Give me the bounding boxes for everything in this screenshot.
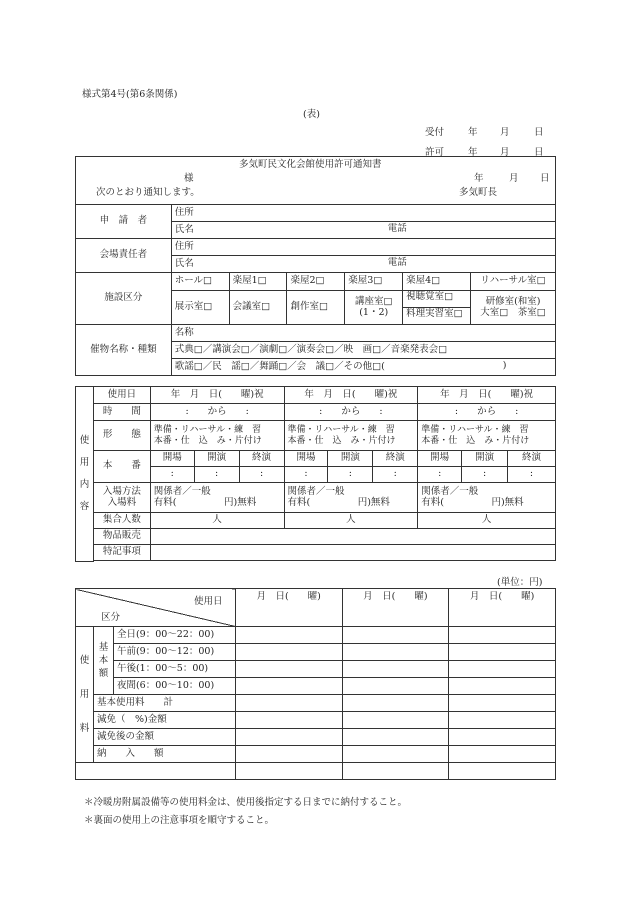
- main-end-3: 終演: [508, 451, 556, 467]
- fees-cell[interactable]: [235, 644, 342, 661]
- facility-lecture[interactable]: [345, 291, 403, 325]
- unit-note: (単位：円): [497, 577, 543, 588]
- fees-cell[interactable]: [342, 729, 449, 746]
- main-start-time-2[interactable]: :: [328, 467, 373, 483]
- fees-row-night: 夜間(6：00〜10：00): [113, 678, 235, 695]
- main-start-1: 開演: [194, 451, 239, 467]
- fees-row-total: 基本使用料 計: [93, 695, 235, 712]
- manager-address[interactable]: 住所: [171, 239, 555, 256]
- usage-time-1[interactable]: : から :: [150, 404, 284, 421]
- receipt-month: 月: [500, 127, 510, 138]
- main-end-2: 終演: [373, 451, 418, 467]
- fees-cell[interactable]: [235, 695, 342, 712]
- fees-cell[interactable]: [235, 712, 342, 729]
- facility-training-label: 研修室(和室): [485, 295, 541, 307]
- fees-cell[interactable]: [449, 746, 556, 763]
- fees-row-morning: 午前(9：00〜12：00): [113, 644, 235, 661]
- fees-cell[interactable]: [342, 746, 449, 763]
- notice-title: 多気町民文化会館使用許可通知書: [239, 159, 382, 170]
- main-end-time-1[interactable]: :: [239, 467, 284, 483]
- fees-row-after-discount: 減免後の金額: [93, 729, 235, 746]
- usage-date-label: 使用日: [93, 387, 150, 404]
- usage-form-label: 形 態: [93, 421, 150, 451]
- usage-crowd-1[interactable]: 人: [150, 513, 284, 529]
- usage-sales-value[interactable]: [150, 529, 555, 545]
- main-start-time-3[interactable]: :: [462, 467, 508, 483]
- facility-exhibition[interactable]: 展示室□: [171, 291, 229, 325]
- fees-cell[interactable]: [342, 644, 449, 661]
- main-open-1: 開場: [150, 451, 194, 467]
- facility-lecture-sub: (1・2): [359, 306, 389, 318]
- fees-cell[interactable]: [342, 661, 449, 678]
- applicant-phone-label: 電話: [387, 223, 407, 234]
- permit-month: 月: [500, 147, 510, 158]
- usage-main-label: 本 番: [93, 451, 150, 483]
- fees-cell[interactable]: [342, 678, 449, 695]
- facility-dressing-4[interactable]: 楽屋4□: [403, 273, 471, 291]
- facility-cooking[interactable]: 料理実習室□: [406, 308, 463, 319]
- usage-time-2[interactable]: : から :: [284, 404, 418, 421]
- usage-spacer: [93, 561, 555, 562]
- permit-label: 許可: [425, 147, 445, 158]
- fees-cell[interactable]: [235, 627, 342, 644]
- fees-date-3[interactable]: 月 日( 曜): [449, 589, 556, 627]
- main-start-2: 開演: [328, 451, 373, 467]
- facility-dressing-1[interactable]: 楽屋1□: [229, 273, 287, 291]
- event-label: 催物名称・種類: [76, 325, 172, 376]
- footnote-2: ＊裏面の使用上の注意事項を順守すること。: [84, 815, 275, 826]
- receipt-day: 日: [534, 127, 544, 138]
- manager-label: 会場責任者: [76, 239, 172, 273]
- usage-form-3[interactable]: 準備・リハーサル・練 習 本番・仕 込 み・片付け: [418, 421, 556, 451]
- facility-meeting[interactable]: 会議室□: [229, 291, 287, 325]
- main-open-time-2[interactable]: :: [284, 467, 328, 483]
- fees-cell[interactable]: [449, 695, 556, 712]
- facility-av-cooking: [403, 291, 471, 325]
- usage-notes-label: 特記事項: [93, 545, 150, 561]
- facility-label: 施設区分: [76, 273, 172, 325]
- fees-header-date: 使用日: [194, 596, 223, 607]
- fees-row-discount: 減免（ %)金額: [93, 712, 235, 729]
- side-label: (表): [303, 109, 320, 120]
- applicant-label: 申 請 者: [76, 205, 172, 239]
- main-open-time-3[interactable]: :: [418, 467, 462, 483]
- notice-month: 月: [509, 173, 519, 184]
- usage-date-2[interactable]: 年 月 日( 曜)祝: [284, 387, 418, 404]
- fees-cell[interactable]: [342, 763, 449, 780]
- fees-cell[interactable]: [235, 763, 342, 780]
- main-end-1: 終演: [239, 451, 284, 467]
- fees-cell[interactable]: [235, 729, 342, 746]
- facility-rehearsal[interactable]: リハーサル室□: [471, 273, 556, 291]
- facility-creation[interactable]: 創作室□: [287, 291, 345, 325]
- usage-date-1[interactable]: 年 月 日( 曜)祝: [150, 387, 284, 404]
- fees-header-category: 区分: [101, 612, 121, 623]
- usage-date-3[interactable]: 年 月 日( 曜)祝: [418, 387, 556, 404]
- event-types-2-text: 歌謡□／民 謡□／舞踊□／会 議□／その他□(: [174, 360, 385, 372]
- event-name[interactable]: 名称: [171, 325, 555, 342]
- fees-cell[interactable]: [449, 729, 556, 746]
- facility-dressing-3[interactable]: 楽屋3□: [345, 273, 403, 291]
- fees-cell[interactable]: [342, 695, 449, 712]
- permit-year: 年: [468, 147, 478, 158]
- fees-cell[interactable]: [449, 678, 556, 695]
- facility-audiovisual[interactable]: 視聴覚室□: [403, 291, 470, 308]
- main-open-time-1[interactable]: :: [150, 467, 194, 483]
- fees-row-afternoon: 午後(1：00〜5：00): [113, 661, 235, 678]
- main-open-2: 開場: [284, 451, 328, 467]
- main-start-3: 開演: [462, 451, 508, 467]
- notice-body: 次のとおり通知します。: [96, 187, 200, 198]
- fees-date-1[interactable]: 月 日( 曜): [235, 589, 342, 627]
- usage-notes-value[interactable]: [150, 545, 555, 561]
- usage-crowd-label: 集合人数: [93, 513, 150, 529]
- usage-time-3[interactable]: : から :: [418, 404, 556, 421]
- manager-name[interactable]: [171, 256, 555, 273]
- applicant-name-label: 氏名: [174, 223, 194, 235]
- fees-row-full-day: 全日(9：00〜22：00): [113, 627, 235, 644]
- permit-day: 日: [534, 147, 544, 158]
- usage-entry-label: 入場方法 入場料: [93, 483, 150, 513]
- receipt-year: 年: [468, 127, 478, 138]
- notice-addressee: 様: [184, 173, 194, 184]
- usage-content-table: [75, 386, 556, 562]
- fees-cell[interactable]: [449, 712, 556, 729]
- fees-cell[interactable]: [235, 661, 342, 678]
- main-end-time-2[interactable]: :: [373, 467, 418, 483]
- fees-table: [75, 588, 556, 780]
- usage-side-label: 使 用 内 容: [76, 387, 94, 562]
- facility-training[interactable]: [471, 291, 556, 325]
- notice-year: 年: [474, 173, 484, 184]
- fees-cell[interactable]: [342, 712, 449, 729]
- notice-header: [76, 157, 556, 205]
- fees-cell[interactable]: [235, 746, 342, 763]
- fees-base-label: 基 本 額: [93, 627, 113, 695]
- notice-issuer: 多気町長: [459, 187, 498, 198]
- facility-training-sub: 大室□ 茶室□: [480, 306, 546, 318]
- applicant-name[interactable]: [171, 222, 555, 239]
- manager-name-label: 氏名: [174, 257, 194, 269]
- usage-form-2[interactable]: 準備・リハーサル・練 習 本番・仕 込 み・片付け: [284, 421, 418, 451]
- fees-cell[interactable]: [449, 644, 556, 661]
- facility-hall[interactable]: ホール□: [171, 273, 229, 291]
- fees-cell[interactable]: [235, 678, 342, 695]
- usage-permit-form: [75, 156, 556, 376]
- fees-cell[interactable]: [342, 627, 449, 644]
- fees-cell[interactable]: [449, 661, 556, 678]
- event-types-2[interactable]: [171, 359, 555, 376]
- receipt-label: 受付: [425, 127, 445, 138]
- usage-entry-3[interactable]: 関係者／一般 有料( 円)無料: [418, 483, 556, 513]
- fees-cell[interactable]: [449, 627, 556, 644]
- fees-row-payment: 納 入 額: [93, 746, 235, 763]
- applicant-address[interactable]: 住所: [171, 205, 555, 222]
- facility-lecture-label: 講座室□: [354, 295, 393, 307]
- form-number: 様式第4号(第6条関係): [82, 89, 178, 100]
- event-types-2-close: ): [502, 360, 507, 371]
- manager-phone-label: 電話: [387, 257, 407, 268]
- facility-dressing-2[interactable]: 楽屋2□: [287, 273, 345, 291]
- usage-crowd-3[interactable]: 人: [418, 513, 556, 529]
- main-open-3: 開場: [418, 451, 462, 467]
- usage-entry-2[interactable]: 関係者／一般 有料( 円)無料: [284, 483, 418, 513]
- main-end-time-3[interactable]: :: [508, 467, 556, 483]
- usage-sales-label: 物品販売: [93, 529, 150, 545]
- usage-crowd-2[interactable]: 人: [284, 513, 418, 529]
- fees-date-2[interactable]: 月 日( 曜): [342, 589, 449, 627]
- usage-form-1[interactable]: 準備・リハーサル・練 習 本番・仕 込 み・片付け: [150, 421, 284, 451]
- event-types-1[interactable]: 式典□／講演会□／演劇□／演奏会□／映 画□／音楽発表会□: [171, 342, 555, 359]
- main-start-time-1[interactable]: :: [194, 467, 239, 483]
- fees-cell[interactable]: [449, 763, 556, 780]
- fees-row-blank: [76, 763, 236, 780]
- fees-header-corner: [76, 589, 236, 627]
- fees-side-label: 使 用 料: [76, 627, 94, 763]
- footnote-1: ＊冷暖房附属設備等の使用料金は、使用後指定する日までに納付すること。: [84, 797, 408, 808]
- usage-time-label: 時 間: [93, 404, 150, 421]
- notice-day: 日: [540, 173, 550, 184]
- usage-entry-1[interactable]: 関係者／一般 有料( 円)無料: [150, 483, 284, 513]
